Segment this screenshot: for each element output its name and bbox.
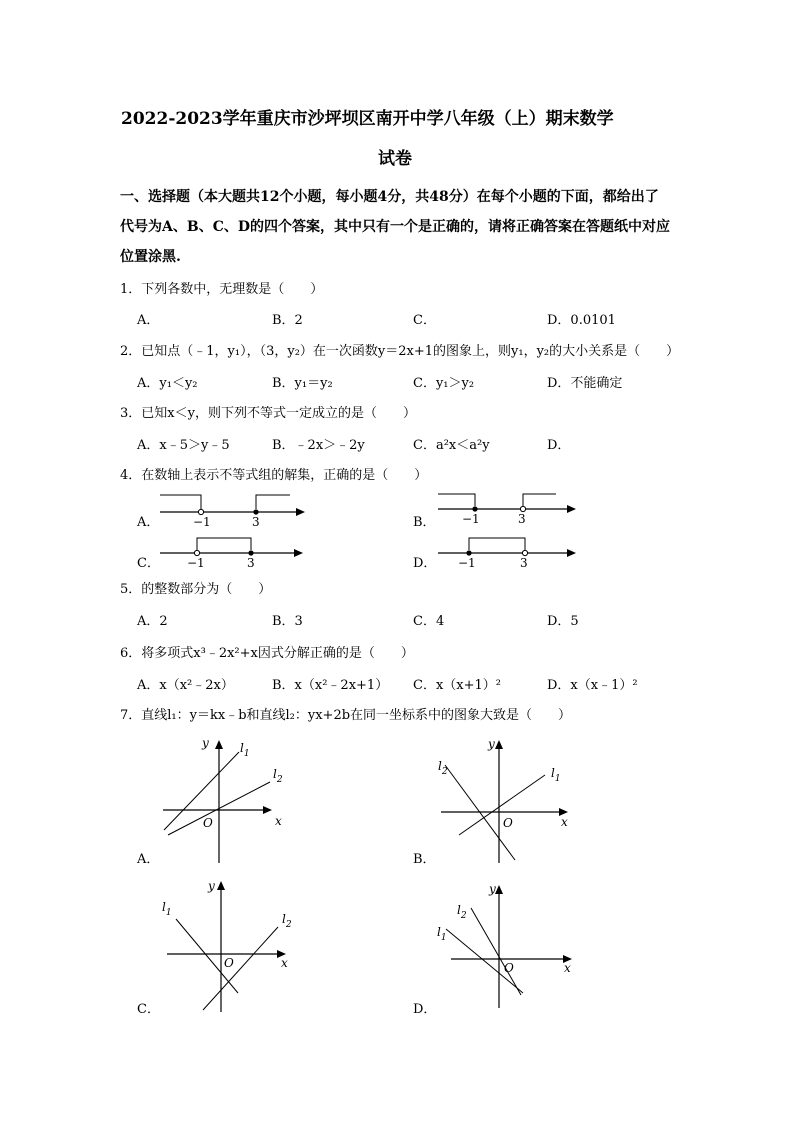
line-label-l2: $l_2$ (273, 767, 283, 785)
option-a: A．2 (137, 614, 168, 629)
axis-label-x: x (561, 815, 568, 829)
tick-label: 3 (518, 512, 526, 526)
option-d: D． (413, 556, 437, 571)
tick-label: −1 (193, 515, 211, 529)
option-b: B．3 (272, 614, 303, 629)
question-stem: 5．的整数部分为（ ） (120, 582, 272, 597)
option-c: C．4 (413, 614, 445, 629)
origin-label: O (224, 956, 234, 970)
question-stem: 3．已知x＜y，则下列不等式一定成立的是（ ） (120, 406, 416, 421)
question-stem: 2．已知点（﹣1，y₁），（3，y₂）在一次函数y＝2x+1的图象上，则y₁，y₂的大小关系是（ ） (120, 344, 680, 359)
graph-c (155, 876, 305, 1016)
axis-label-x: x (564, 961, 571, 975)
option-b: B． (413, 515, 436, 530)
tick-label: −1 (458, 556, 476, 570)
graph-a (155, 735, 295, 865)
page-title: 2022-2023学年重庆市沙坪坝区南开中学八年级（上）期末数学 (121, 109, 614, 129)
option-c: C． (413, 313, 436, 328)
axis-label-y: y (488, 737, 495, 751)
page-title-continued: 试卷 (378, 149, 412, 169)
tick-label: 3 (247, 556, 255, 570)
option-c: C．y₁＞y₂ (413, 376, 475, 391)
line-label-l1: $l_1$ (240, 741, 250, 759)
option-d: D． (547, 438, 571, 453)
option-a: A． (137, 515, 160, 530)
option-a: A．y₁＜y₂ (137, 376, 198, 391)
option-b: B．﹣2x＞﹣2y (272, 438, 365, 453)
option-a: A．x（x²﹣2x） (137, 678, 234, 693)
tick-label: 3 (252, 515, 260, 529)
option-c: C．a²x＜a²y (413, 438, 490, 453)
question-stem: 4．在数轴上表示不等式组的解集，正确的是（ ） (120, 468, 428, 483)
option-d: D．5 (547, 614, 579, 629)
question-stem: 1．下列各数中，无理数是（ ） (120, 282, 324, 297)
option-c: C． (137, 556, 160, 571)
option-a: A． (137, 852, 160, 867)
line-label-l1: $l_1$ (551, 766, 561, 784)
line-label-l2: $l_2$ (438, 759, 448, 777)
origin-label: O (203, 816, 213, 830)
graph-d (433, 876, 583, 1016)
question-stem: 7．直线l₁：y＝kx﹣b和直线l₂：yx+2b在同一坐标系中的图象大致是（ ） (120, 708, 572, 723)
line-label-l2: $l_2$ (457, 903, 467, 921)
option-c: C．x（x+1）² (413, 678, 501, 693)
axis-label-y: y (208, 879, 215, 893)
line-label-l1: $l_1$ (162, 900, 172, 918)
option-c: C． (137, 1002, 160, 1017)
tick-label: −1 (462, 512, 480, 526)
option-b: B．2 (272, 313, 303, 328)
number-line-b (438, 490, 598, 530)
number-line-c (160, 533, 320, 573)
graph-b (433, 735, 573, 865)
option-d: D．0.0101 (547, 313, 616, 328)
option-a: A．x﹣5＞y﹣5 (137, 438, 230, 453)
number-line-a (155, 490, 315, 530)
option-a: A． (137, 313, 160, 328)
question-stem: 6．将多项式x³﹣2x²+x因式分解正确的是（ ） (120, 646, 414, 661)
option-d: D．x（x﹣1）² (547, 678, 638, 693)
axis-label-x: x (281, 956, 288, 970)
number-line-d (438, 533, 598, 573)
option-d: D．不能确定 (547, 376, 623, 391)
axis-label-x: x (275, 814, 282, 828)
tick-label: −1 (187, 556, 205, 570)
axis-label-y: y (489, 882, 496, 896)
origin-label: O (503, 816, 513, 830)
option-b: B．x（x²﹣2x+1） (272, 678, 389, 693)
line-label-l2: $l_2$ (282, 912, 292, 930)
line-label-l1: $l_1$ (437, 925, 447, 943)
section-instructions: 代号为A、B、C、D的四个答案，其中只有一个是正确的，请将正确答案在答题纸中对应 (120, 219, 670, 235)
section-instructions: 一、选择题（本大题共12个小题，每小题4分，共48分）在每个小题的下面，都给出了 (120, 189, 659, 205)
option-b: B． (413, 852, 436, 867)
option-b: B．y₁＝y₂ (272, 376, 333, 391)
axis-label-y: y (202, 736, 209, 750)
option-d: D． (413, 1002, 437, 1017)
tick-label: 3 (520, 556, 528, 570)
section-instructions: 位置涂黑. (120, 249, 181, 265)
origin-label: O (504, 961, 514, 975)
